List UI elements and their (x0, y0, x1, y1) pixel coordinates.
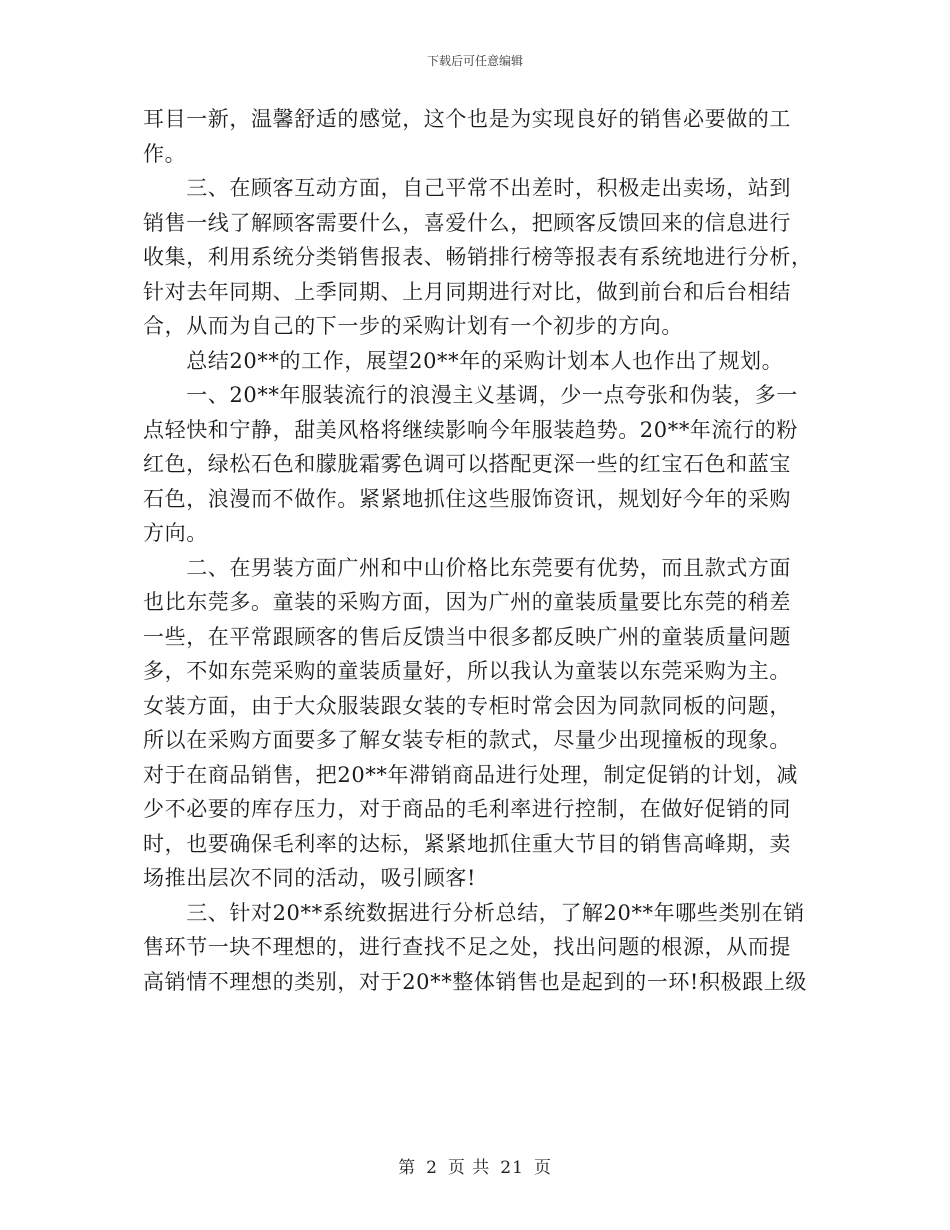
text-line: 售环节一块不理想的，进行查找不足之处，找出问题的根源，从而提 (143, 935, 791, 959)
text-line: 作。 (143, 141, 187, 166)
text-line: 一、20**年服装流行的浪漫主义基调，少一点夸张和伪装，多一 (143, 383, 798, 407)
text-line: 二、在男装方面广州和中山价格比东莞要有优势，而且款式方面 (143, 555, 791, 580)
text-line: 场推出层次不同的活动，吸引顾客! (143, 866, 477, 890)
text-line: 三、针对20**系统数据进行分析总结，了解20**年哪些类别在销 (143, 900, 805, 925)
text-line: 所以在采购方面要多了解女装专柜的款式，尽量少出现撞板的现象。 (143, 728, 791, 752)
current-page-number: 2 (426, 1158, 438, 1178)
text-line: 总结20**的工作，展望20**年的采购计划本人也作出了规划。 (143, 348, 784, 373)
text-line: 收集，利用系统分类销售报表、畅销排行榜等报表有系统地进行分析， (143, 245, 813, 269)
text-line: 方向。 (143, 521, 208, 545)
text-line: 也比东莞多。童装的采购方面，因为广州的童装质量要比东莞的稍差 (143, 590, 791, 614)
text-line: 时，也要确保毛利率的达标，紧紧地抓住重大节目的销售高峰期，卖 (143, 831, 791, 856)
text-line: 女装方面，由于大众服装跟女装的专柜时常会因为同款同板的问题， (143, 693, 791, 718)
text-line: 销售一线了解顾客需要什么，喜爱什么，把顾客反馈回来的信息进行 (143, 210, 791, 235)
text-line: 点轻快和宁静，甜美风格将继续影响今年服装趋势。20**年流行的粉 (143, 417, 798, 442)
total-page-count: 21 (500, 1158, 524, 1178)
text-line: 多，不如东莞采购的童装质量好，所以我认为童装以东莞采购为主。 (143, 659, 791, 683)
text-line: 红色，绿松石色和朦胧霜雾色调可以搭配更深一些的红宝石色和蓝宝 (143, 452, 791, 476)
body-text (143, 102, 815, 999)
page-header: 下载后可任意编辑 (426, 54, 523, 68)
text-line: 一些，在平常跟顾客的售后反馈当中很多都反映广州的童装质量问题 (143, 624, 791, 649)
text-line: 少不必要的库存压力，对于商品的毛利率进行控制，在做好促销的同 (143, 797, 791, 821)
text-line: 石色，浪漫而不做作。紧紧地抓住这些服饰资讯，规划好今年的采购 (143, 486, 791, 511)
text-line: 针对去年同期、上季同期、上月同期进行对比，做到前台和后台相结 (143, 279, 791, 304)
text-line: 三、在顾客互动方面，自己平常不出差时，积极走出卖场，站到 (143, 176, 791, 200)
text-line: 对于在商品销售，把20**年滞销商品进行处理，制定促销的计划，减 (143, 762, 798, 787)
document-body (143, 102, 815, 999)
footer-prefix: 第 (398, 1158, 417, 1178)
footer-middle: 页 共 (447, 1158, 491, 1178)
footer-suffix: 页 (533, 1158, 552, 1178)
text-line: 耳目一新，温馨舒适的感觉，这个也是为实现良好的销售必要做的工 (143, 107, 791, 131)
page-footer (0, 1153, 950, 1178)
text-line: 合，从而为自己的下一步的采购计划有一个初步的方向。 (143, 314, 683, 338)
text-line: 高销情不理想的类别，对于20**整体销售也是起到的一环!积极跟上级 (143, 969, 807, 994)
